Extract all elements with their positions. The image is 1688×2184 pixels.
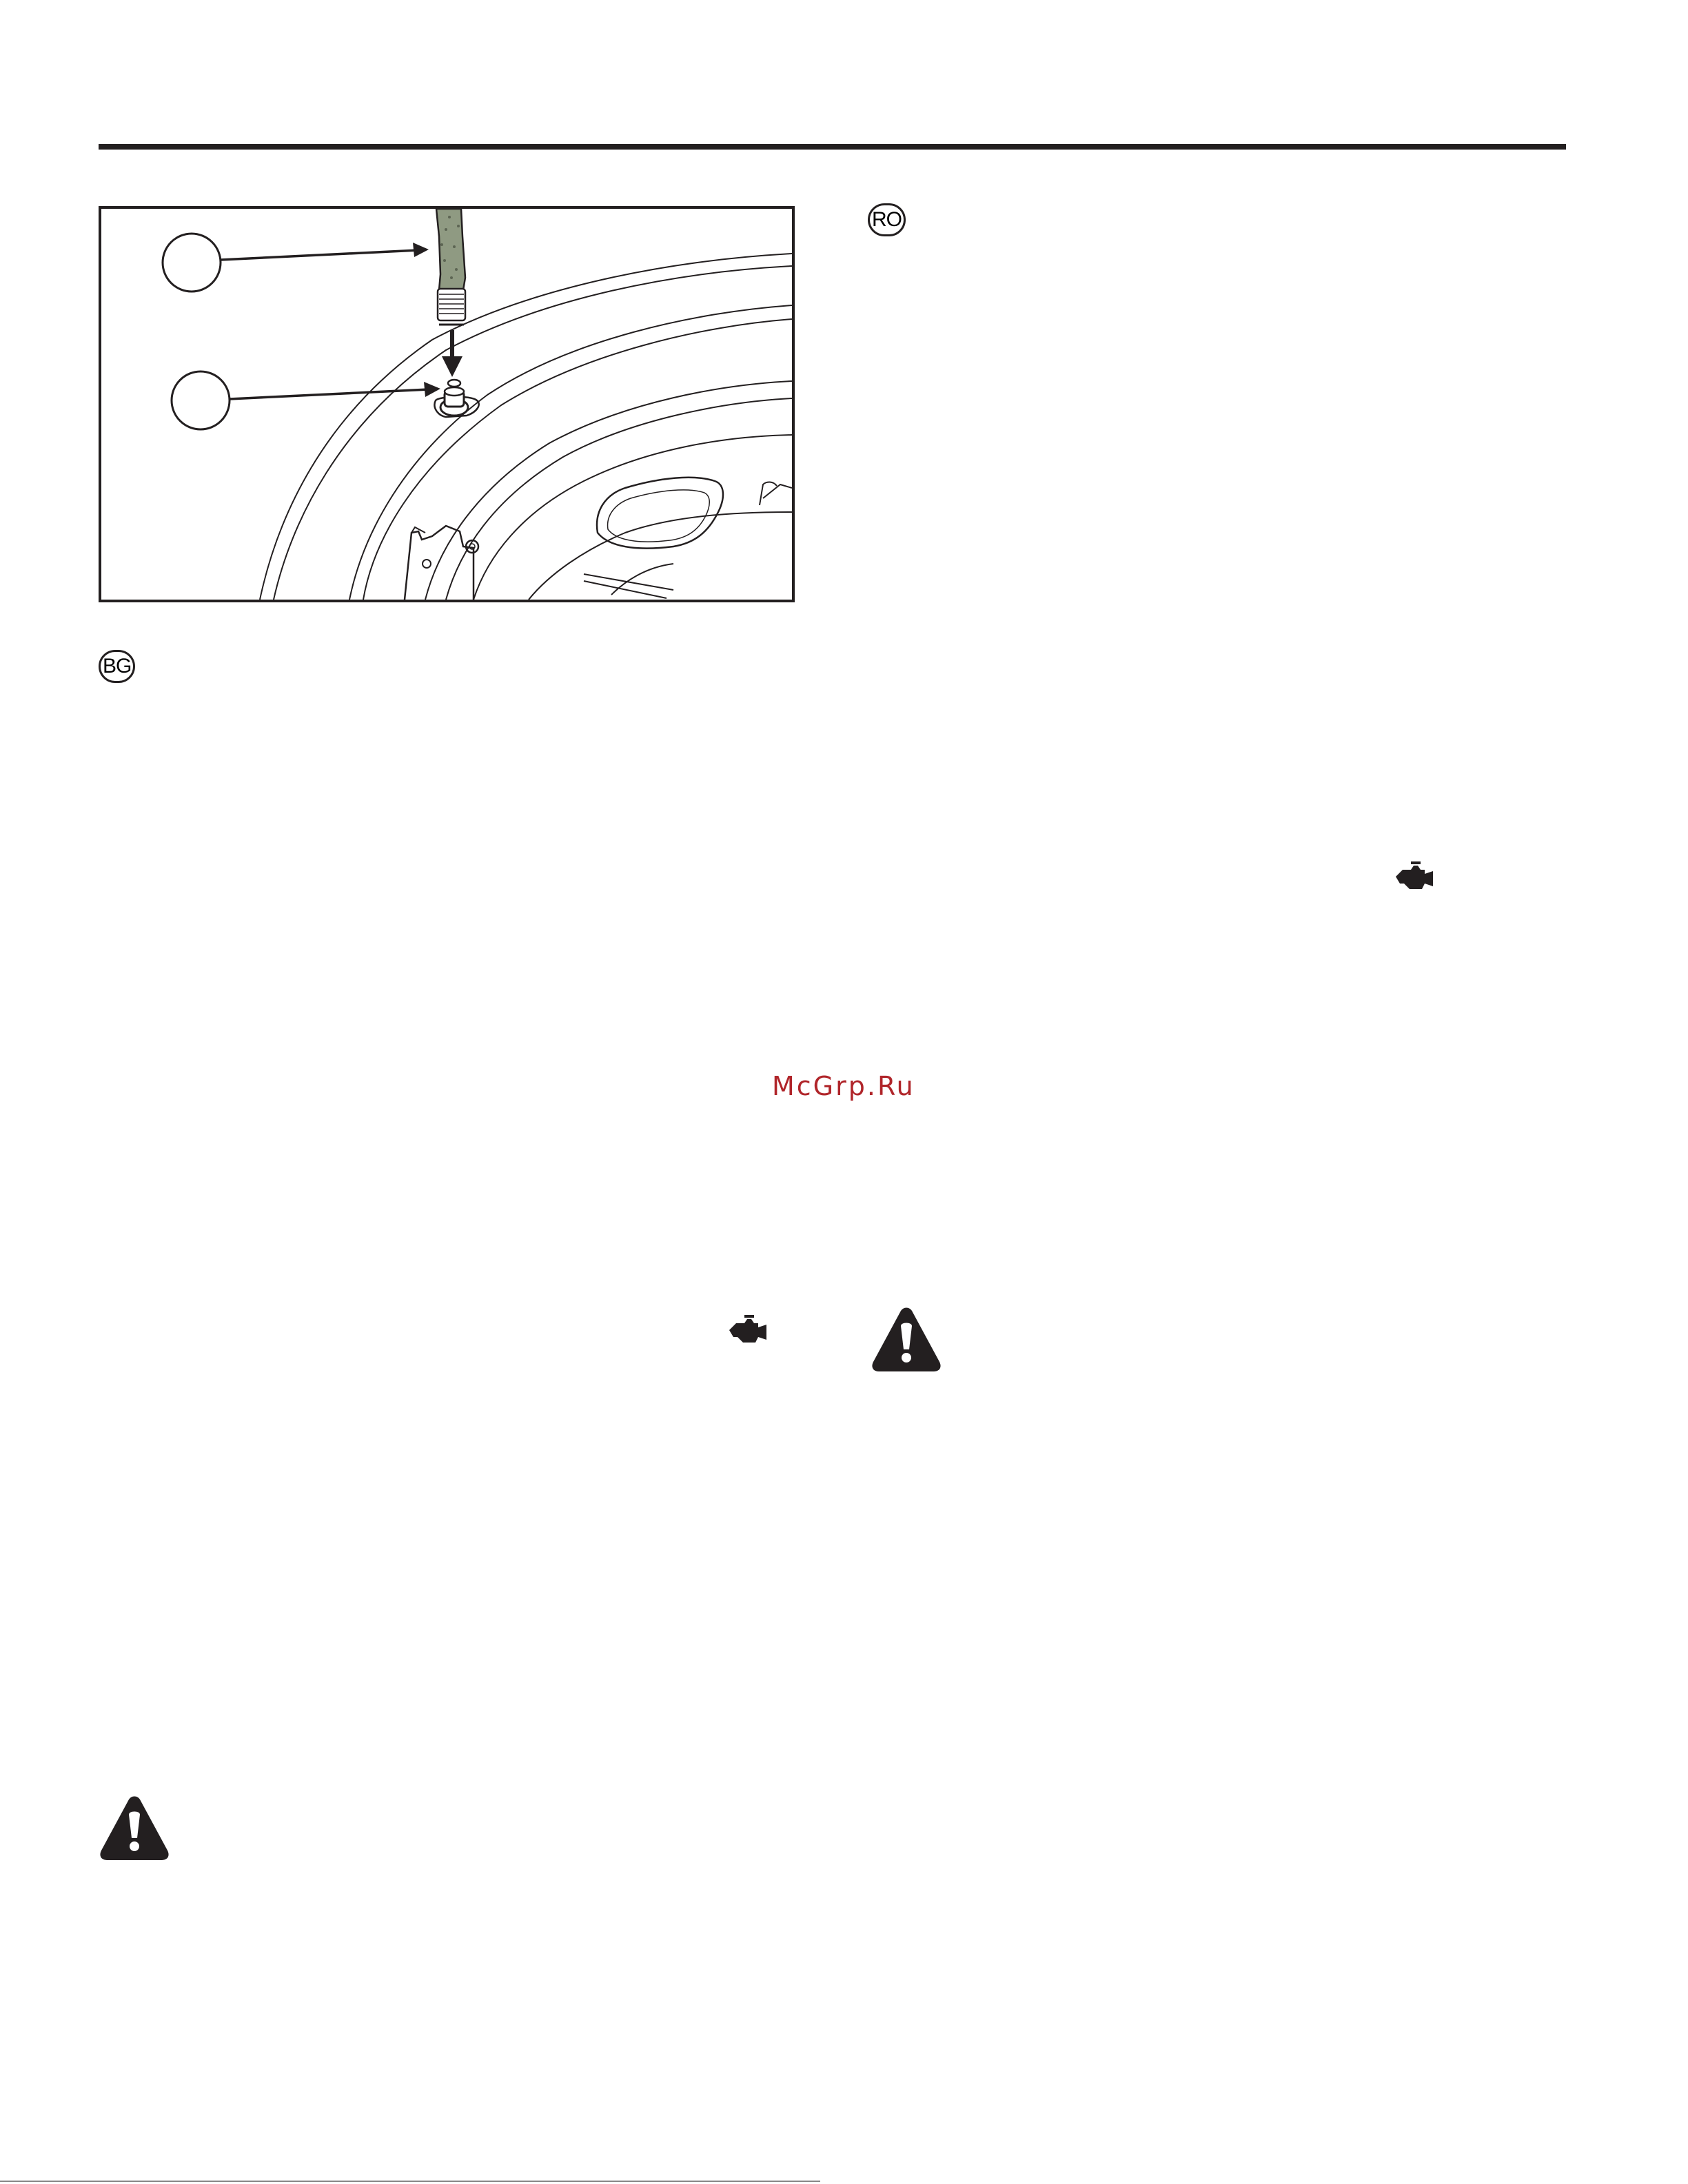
warning-triangle-icon xyxy=(871,1307,942,1373)
header-rule xyxy=(99,144,1566,150)
language-badge-bg: BG xyxy=(99,650,135,683)
engine-icon xyxy=(1390,856,1438,897)
watermark: McGrp.Ru xyxy=(772,1071,915,1101)
warning-triangle-icon xyxy=(99,1795,170,1861)
language-badge-ro: RO xyxy=(868,203,906,236)
engine-icon xyxy=(724,1309,772,1351)
lubrication-figure xyxy=(99,206,795,602)
footer-line xyxy=(0,2181,820,2182)
grease-fitting-illustration xyxy=(101,209,792,600)
